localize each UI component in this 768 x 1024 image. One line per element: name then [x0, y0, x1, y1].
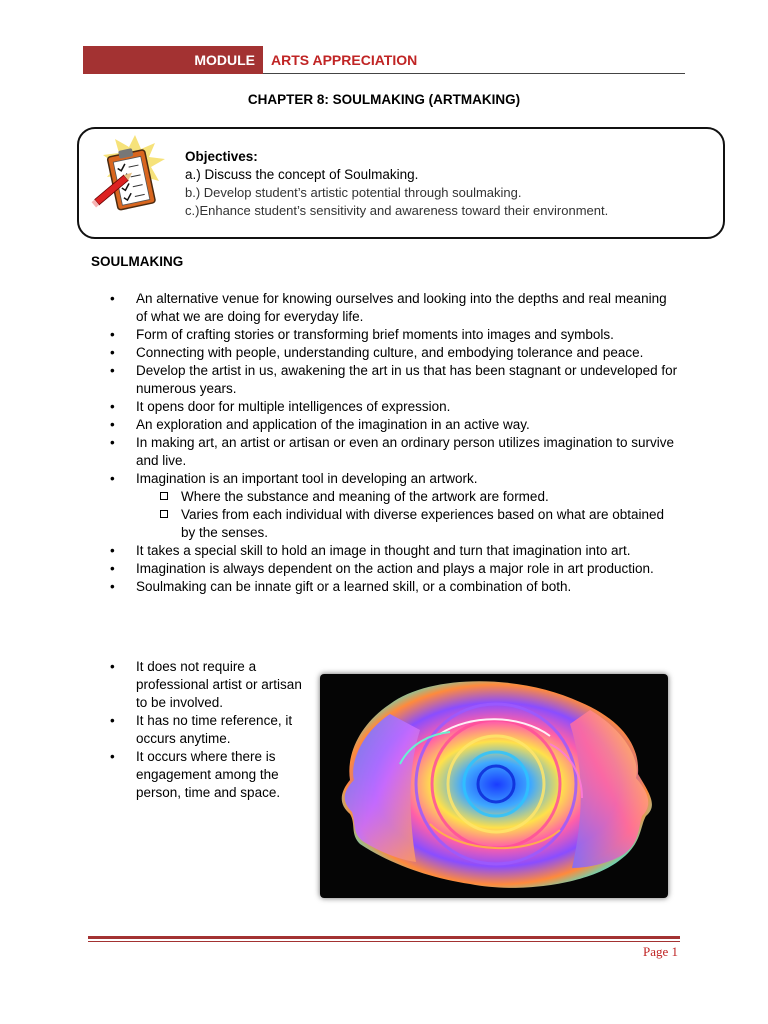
- list-item-text: It occurs where there is engagement among the person, time and space.: [136, 749, 281, 800]
- list-item-text: Imagination is always dependent on the action and plays a major role in art production.: [136, 561, 654, 576]
- bullet-icon: •: [110, 435, 115, 450]
- list-item: [108, 290, 680, 326]
- list-item-text: In making art, an artist or artisan or even an ordinary person utilizes imagination to survive and live.: [136, 435, 675, 468]
- list-item-text: Soulmaking can be innate gift or a learned skill, or a combination of both.: [136, 579, 572, 594]
- bullet-icon: •: [110, 291, 115, 306]
- clipboard-icon: [89, 133, 171, 223]
- list-item-text: Develop the artist in us, awakening the art in us that has been stagnant or undeveloped for numerous years.: [136, 363, 678, 396]
- bullet-icon: •: [110, 471, 115, 486]
- list-item: [108, 658, 308, 712]
- list-item: [108, 542, 680, 560]
- bullet-icon: •: [110, 659, 115, 674]
- bullet-icon: •: [110, 345, 115, 360]
- list-item-text: Imagination is an important tool in developing an artwork.: [136, 471, 478, 486]
- list-item: [108, 712, 308, 748]
- objectives-title: Objectives:: [185, 149, 258, 164]
- soulmaking-illustration: [320, 674, 668, 898]
- page-number: Page 1: [642, 944, 678, 959]
- list-item-text: It has no time reference, it occurs anytime.: [136, 713, 293, 746]
- bullet-icon: •: [110, 749, 115, 764]
- list-item-text: An alternative venue for knowing ourselves and looking into the depths and real meaning of what we are doing for everyday life.: [136, 291, 667, 324]
- module-header: [83, 46, 685, 74]
- sub-list-item-text: Varies from each individual with diverse experiences based on what are obtained by the senses.: [181, 507, 665, 540]
- subject-title: ARTS APPRECIATION: [271, 52, 418, 68]
- sub-bullet-list: [136, 488, 680, 542]
- sub-list-item: [158, 488, 680, 506]
- objective-item: c.)Enhance student’s sensitivity and awareness toward their environment.: [185, 203, 609, 218]
- list-item: [108, 560, 680, 578]
- list-item-text: It does not require a professional artist or artisan to be involved.: [136, 659, 302, 710]
- sub-list-item-text: Where the substance and meaning of the artwork are formed.: [181, 489, 549, 504]
- bullet-icon: •: [110, 363, 115, 378]
- bullet-icon: •: [110, 327, 115, 342]
- module-label: MODULE: [83, 46, 263, 74]
- list-item-text: Connecting with people, understanding culture, and embodying tolerance and peace.: [136, 345, 644, 360]
- list-item: [108, 362, 680, 398]
- two-faces-swirl-image: [320, 674, 668, 898]
- checkbox-bullet-icon: [160, 510, 168, 518]
- soulmaking-bullet-list: [108, 290, 680, 596]
- bullet-icon: •: [110, 579, 115, 594]
- bullet-icon: •: [110, 417, 115, 432]
- list-item: [108, 416, 680, 434]
- list-item: [108, 344, 680, 362]
- objectives-box: [77, 127, 725, 239]
- list-item: [108, 326, 680, 344]
- objective-item: b.) Develop student’s artistic potential through soulmaking.: [185, 185, 522, 200]
- checkbox-bullet-icon: [160, 492, 168, 500]
- list-item: [108, 470, 680, 542]
- list-item: [108, 748, 308, 802]
- list-item: [108, 578, 680, 596]
- header-divider: [263, 73, 685, 74]
- soulmaking-narrow-list: [108, 658, 308, 802]
- section-title: SOULMAKING: [91, 254, 184, 269]
- bullet-icon: •: [110, 561, 115, 576]
- objective-item: a.) Discuss the concept of Soulmaking.: [185, 167, 419, 182]
- list-item: [108, 434, 680, 470]
- chapter-title: CHAPTER 8: SOULMAKING (ARTMAKING): [247, 92, 521, 107]
- list-item-text: It opens door for multiple intelligences of expression.: [136, 399, 451, 414]
- sub-list-item: [158, 506, 680, 542]
- objectives-text: [185, 148, 608, 220]
- list-item-text: Form of crafting stories or transforming brief moments into images and symbols.: [136, 327, 614, 342]
- bullet-icon: •: [110, 713, 115, 728]
- list-item: [108, 398, 680, 416]
- list-item-text: An exploration and application of the imagination in an active way.: [136, 417, 530, 432]
- bullet-icon: •: [110, 399, 115, 414]
- list-item-text: It takes a special skill to hold an image in thought and turn that imagination into art.: [136, 543, 631, 558]
- footer-divider-thin: [88, 941, 680, 942]
- footer-divider-thick: [88, 936, 680, 939]
- bullet-icon: •: [110, 543, 115, 558]
